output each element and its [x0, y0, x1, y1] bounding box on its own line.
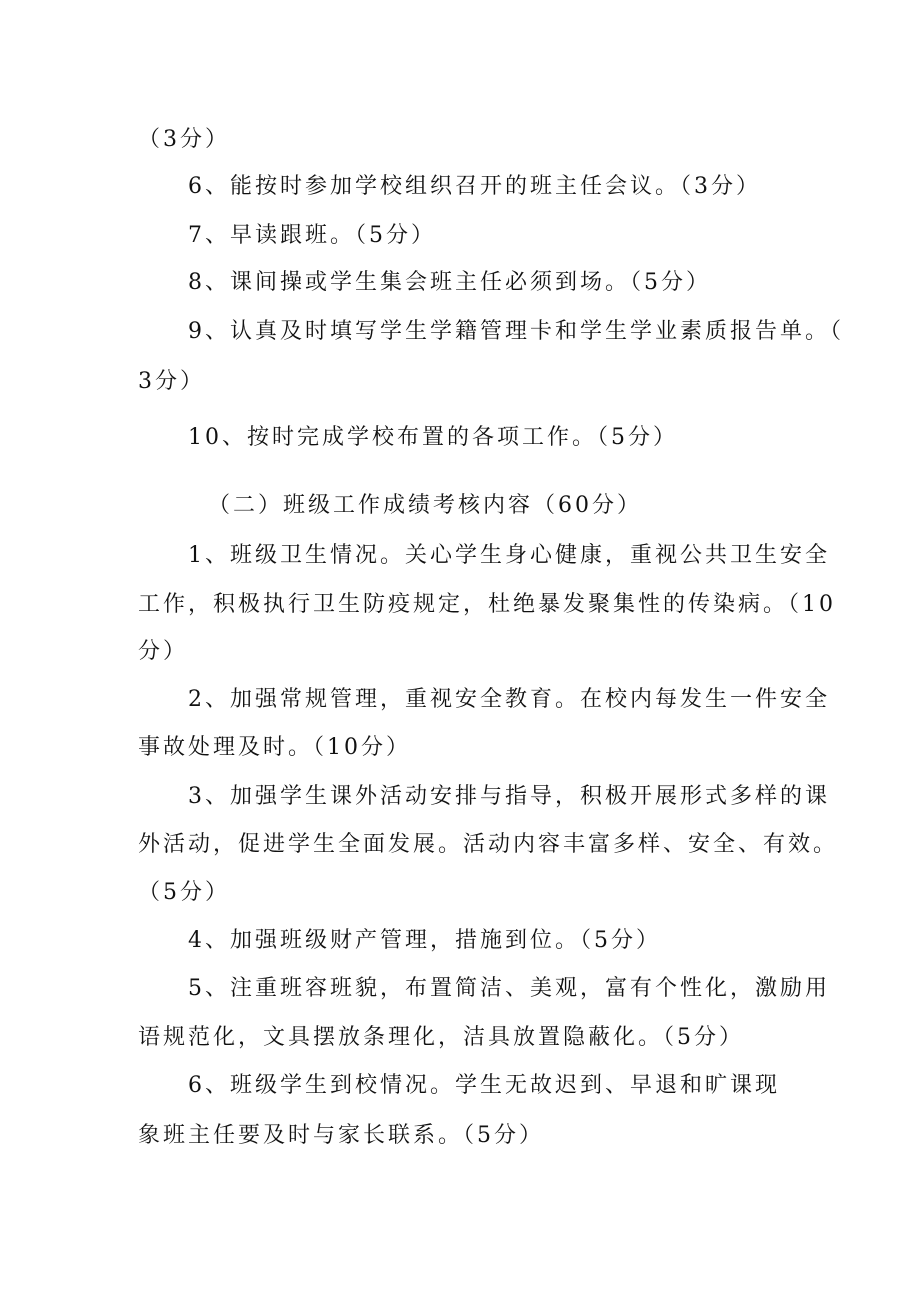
text-line: 7、早读跟班。（5分） [188, 223, 436, 248]
text-line: 外活动，促进学生全面发展。活动内容丰富多样、安全、有效。 [138, 832, 839, 857]
text-line: 1、班级卫生情况。关心学生身心健康，重视公共卫生安全 [188, 543, 830, 568]
text-line: 6、班级学生到校情况。学生无故迟到、早退和旷课现 [188, 1073, 780, 1098]
text-line: 6、能按时参加学校组织召开的班主任会议。（3分） [188, 174, 761, 199]
text-line: 5、注重班容班貌，布置简洁、美观，富有个性化，激励用 [188, 976, 830, 1001]
text-line: 2、加强常规管理，重视安全教育。在校内每发生一件安全 [188, 687, 830, 712]
text-line: 9、认真及时填写学生学籍管理卡和学生学业素质报告单。（ [188, 319, 844, 344]
text-line: （3分） [138, 127, 230, 152]
text-line: 事故处理及时。（10分） [138, 735, 411, 760]
text-line: 工作，积极执行卫生防疫规定，杜绝暴发聚集性的传染病。（10 [138, 592, 836, 617]
text-line: 3、加强学生课外活动安排与指导，积极开展形式多样的课 [188, 784, 830, 809]
text-line: 8、课间操或学生集会班主任必须到场。（5分） [188, 270, 711, 295]
text-line: 分） [138, 639, 189, 664]
text-line: （5分） [138, 880, 230, 905]
text-line: 语规范化，文具摆放条理化，洁具放置隐蔽化。（5分） [138, 1025, 744, 1050]
text-line: 10、按时完成学校布置的各项工作。（5分） [188, 425, 678, 450]
text-line: 4、加强班级财产管理，措施到位。（5分） [188, 928, 661, 953]
text-line: 3分） [138, 369, 205, 394]
section-heading: （二）班级工作成绩考核内容（60分） [208, 493, 642, 518]
text-line: 象班主任要及时与家长联系。（5分） [138, 1123, 544, 1148]
